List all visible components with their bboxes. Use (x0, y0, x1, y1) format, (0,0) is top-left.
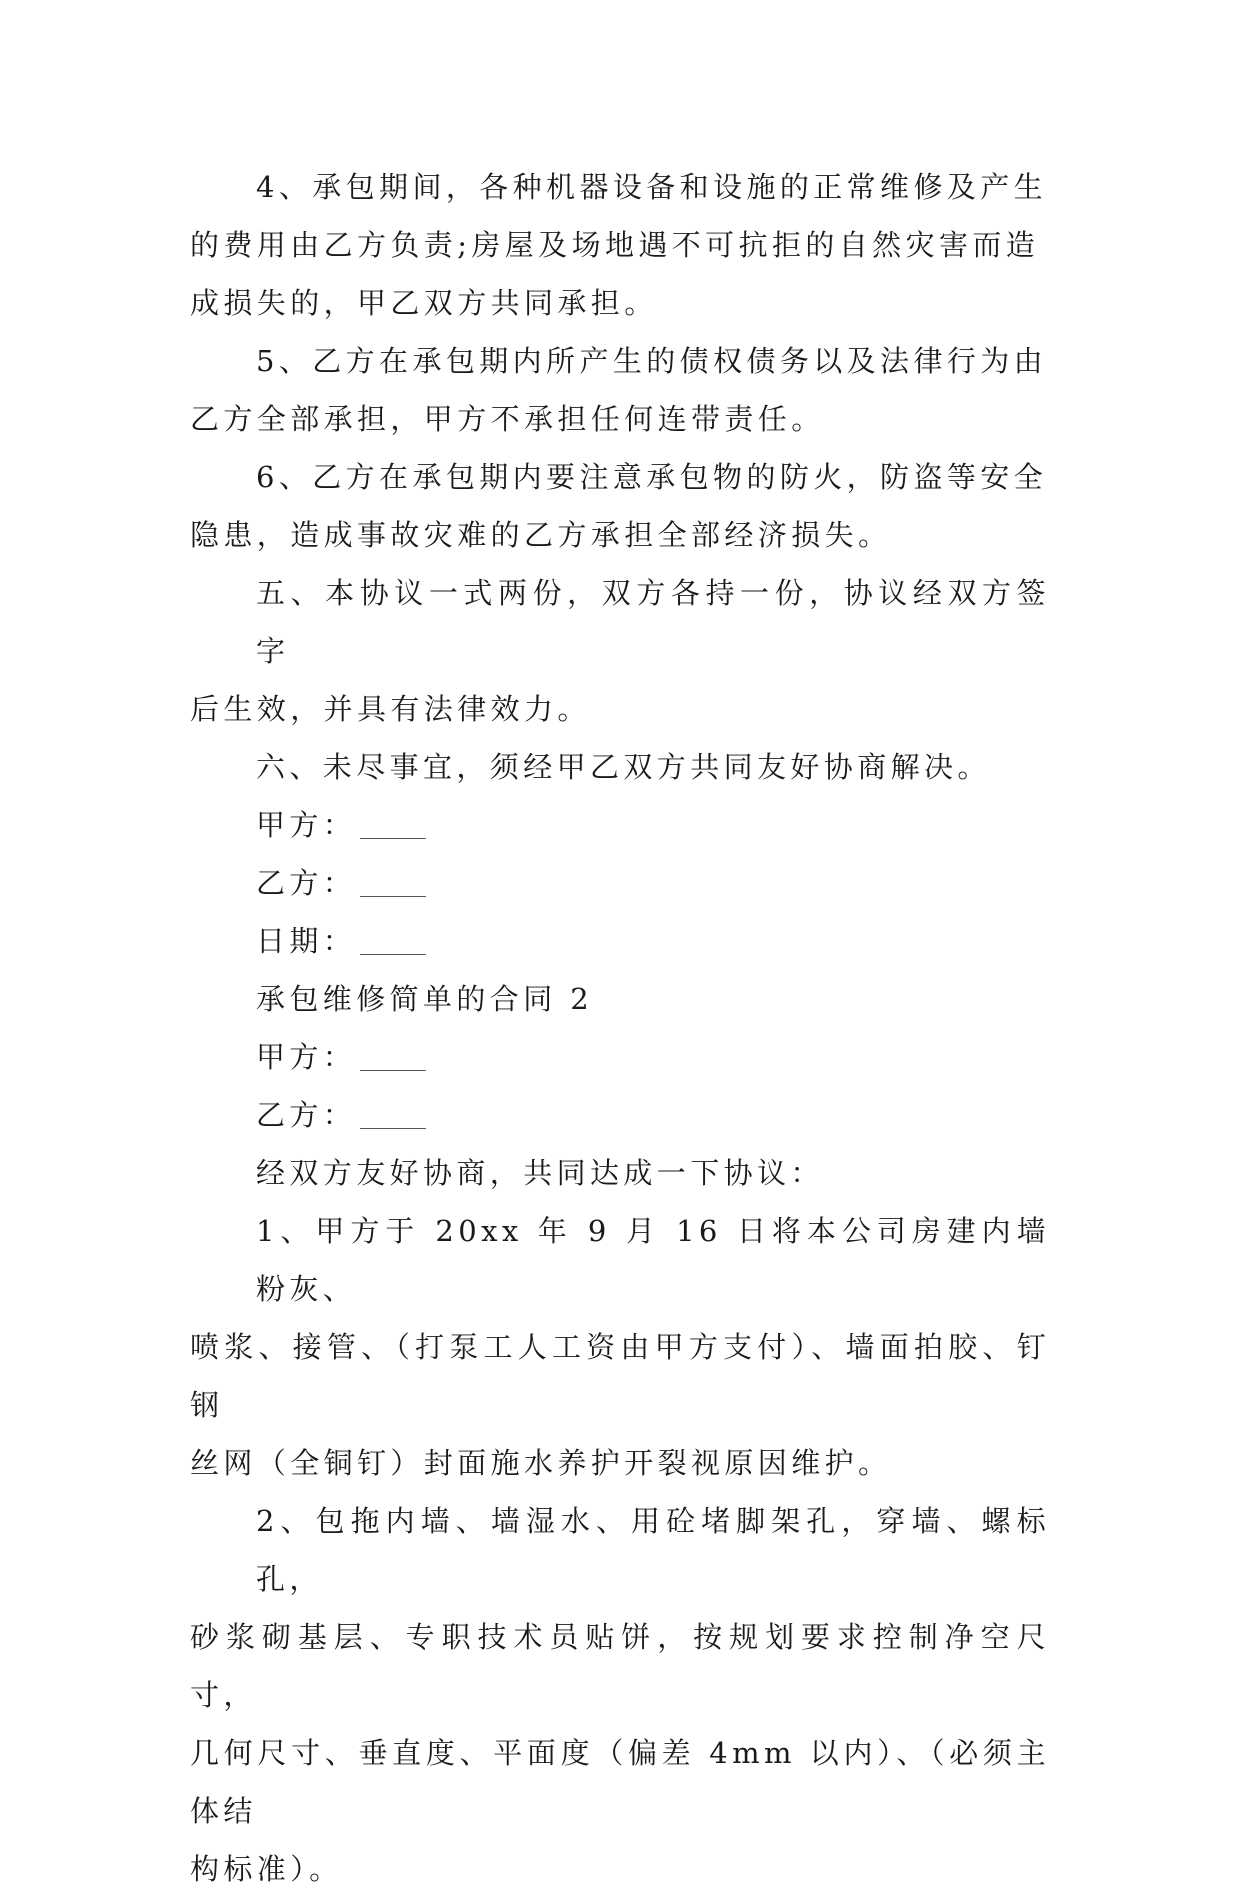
signature-party-b: 乙方： (190, 854, 1050, 912)
signature-blank-date (360, 934, 426, 955)
signature-date: 日期： (190, 912, 1050, 970)
clause-5: 5、乙方在承包期内所产生的债权债务以及法律行为由 乙方全部承担，甲方不承担任何连带责任。 (190, 344, 1048, 436)
signature-blank-b (360, 876, 426, 897)
signature-blank-a (360, 818, 426, 839)
contract-2-intro: 经双方友好协商，共同达成一下协议： (256, 1156, 824, 1190)
signature-party-a: 甲方： (190, 796, 1050, 854)
document-body (190, 158, 1050, 1898)
contract-2-clause-1: 1、甲方于 20xx 年 9 月 16 日将本公司房建内墙粉灰、 喷浆、接管、（打泵工人工资由甲方支付）、墙面拍胶、钉钢 丝网（全铜钉）封面施水养护开裂视原因维护。 (190, 1214, 1050, 1480)
clause-4: 4、承包期间，各种机器设备和设施的正常维修及产生 的费用由乙方负责;房屋及场地遇不可抗拒的自然灾害而造 成损失的，甲乙双方共同承担。 (190, 170, 1048, 320)
contract-2-clause-2: 2、包拖内墙、墙湿水、用砼堵脚架孔，穿墙、螺标孔， 砂浆砌基层、专职技术员贴饼，按规划要求控制净空尺寸， 几何尺寸、垂直度、平面度（偏差 4mm 以内）、（必须主体结 构标准）。 (190, 1504, 1050, 1886)
contract-2-blank-b (360, 1108, 426, 1129)
clause-6: 6、乙方在承包期内要注意承包物的防火，防盗等安全 隐患，造成事故灾难的乙方承担全部经济损失。 (190, 460, 1048, 552)
contract-2-title: 承包维修简单的合同 2 (256, 982, 594, 1016)
section-six: 六、未尽事宜，须经甲乙双方共同友好协商解决。 (256, 750, 991, 784)
contract-2-blank-a (360, 1050, 426, 1071)
contract-2-party-b: 乙方： (190, 1086, 1050, 1144)
section-five: 五、本协议一式两份，双方各持一份，协议经双方签字 后生效，并具有法律效力。 (190, 576, 1050, 726)
contract-2-party-a: 甲方： (190, 1028, 1050, 1086)
